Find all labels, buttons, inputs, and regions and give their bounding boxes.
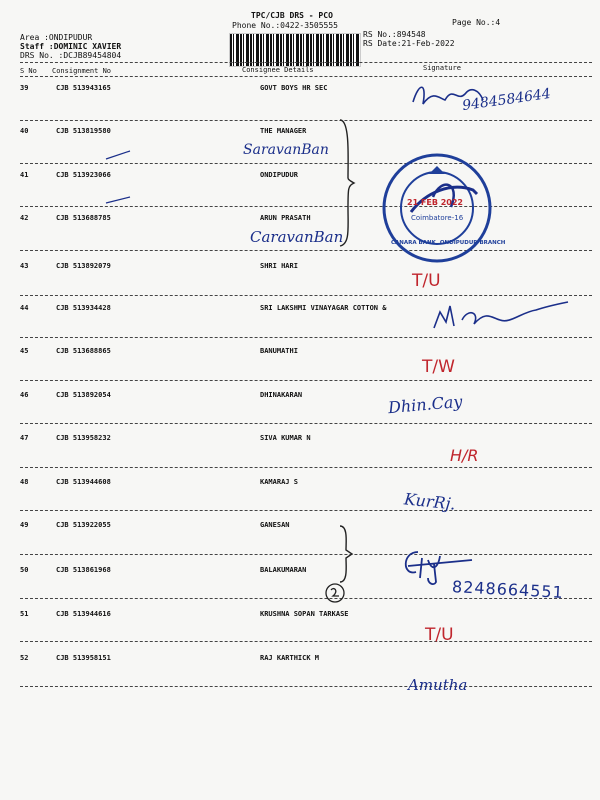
row-consignee: RAJ KARTHICK M (260, 654, 320, 662)
row-consignment-no: CJB 513934428 (56, 304, 111, 312)
row-divider (20, 510, 592, 511)
rs-number: RS No.:894548 (363, 30, 426, 39)
row-sno: 43 (20, 262, 29, 270)
row-consignment-no: CJB 513923066 (56, 171, 111, 179)
row-consignee: SRI LAKSHMI VINAYAGAR COTTON & (260, 304, 387, 312)
row-sno: 42 (20, 214, 29, 222)
area-label: Area :ONDIPUDUR (20, 33, 93, 42)
row-sno: 50 (20, 566, 29, 574)
handwritten-sig-48: KurRj. (403, 489, 457, 514)
pen-mark (104, 146, 134, 165)
handwritten-name-40: SaravanBan (243, 142, 329, 158)
divider (20, 76, 592, 77)
handwritten-tu-43: T/U (412, 271, 441, 291)
row-consignment-no: CJB 513958151 (56, 654, 111, 662)
row-consignee: THE MANAGER (260, 127, 307, 135)
row-consignment-no: CJB 513958232 (56, 434, 111, 442)
row-consignee: BANUMATHI (260, 347, 298, 355)
row-consignee: ARUN PRASATH (260, 214, 311, 222)
row-consignee: DHINAKARAN (260, 391, 303, 399)
col-consignment: Consignment No (52, 67, 112, 75)
row-sno: 48 (20, 478, 29, 486)
row-consignee: SIVA KUMAR N (260, 434, 311, 442)
stamp-city: Coimbatore-16 (411, 214, 464, 222)
document-title: TPC/CJB DRS - PCO (251, 11, 333, 20)
bank-stamp (381, 152, 506, 268)
row-consignee: BALAKUMARAN (260, 566, 307, 574)
row-consignment-no: CJB 513892079 (56, 262, 111, 270)
row-consignment-no: CJB 513688785 (56, 214, 111, 222)
row-sno: 46 (20, 391, 29, 399)
bracket-mark (336, 524, 356, 588)
handwritten-hr-47: H/R (450, 446, 479, 465)
col-signature: Signature (423, 64, 461, 72)
row-consignment-no: CJB 513688865 (56, 347, 111, 355)
row-consignment-no: CJB 513944616 (56, 610, 111, 618)
drs-number: DRS No. :DCJB89454804 (20, 51, 122, 60)
row-sno: 51 (20, 610, 29, 618)
page-number: Page No.:4 (452, 18, 501, 27)
row-consignee: KRUSHNA SOPAN TARKASE (260, 610, 349, 618)
row-sno: 49 (20, 521, 29, 529)
col-sno: S No (20, 67, 37, 75)
row-consignee: KAMARAJ S (260, 478, 298, 486)
row-divider (20, 250, 592, 251)
row-divider (20, 554, 592, 555)
handwritten-phone-50: 8248664551 (451, 577, 565, 602)
handwritten-tw-45: T/W (422, 357, 455, 377)
row-consignee: GOVT BOYS HR SEC (260, 84, 328, 92)
row-divider (20, 467, 592, 468)
row-consignee: ONDIPUDUR (260, 171, 298, 179)
row-consignment-no: CJB 513943165 (56, 84, 111, 92)
row-consignment-no: CJB 513922055 (56, 521, 111, 529)
handwritten-sig-46: Dhin.Cay (387, 391, 464, 418)
staff-label: Staff :DOMINIC XAVIER (20, 42, 122, 51)
stamp-date: 21 FEB 2022 (407, 198, 463, 207)
row-consignment-no: CJB 513819580 (56, 127, 111, 135)
row-divider (20, 641, 592, 642)
row-sno: 47 (20, 434, 29, 442)
row-consignee: SHRI HARI (260, 262, 298, 270)
row-sno: 39 (20, 84, 29, 92)
row-consignment-no: CJB 513944608 (56, 478, 111, 486)
row-sno: 45 (20, 347, 29, 355)
handwritten-sig-52: Amutha (408, 676, 468, 694)
handwritten-phone-39: 9484584644 (461, 85, 552, 115)
circled-mark (324, 582, 346, 608)
row-consignment-no: CJB 513861968 (56, 566, 111, 574)
row-sno: 52 (20, 654, 29, 662)
row-divider (20, 380, 592, 381)
row-sno: 41 (20, 171, 29, 179)
handwritten-name-42: CaravanBan (250, 228, 344, 246)
row-sno: 44 (20, 304, 29, 312)
row-consignee: GANESAN (260, 521, 290, 529)
col-consignee: Consignee Details (242, 66, 314, 74)
row-sno: 40 (20, 127, 29, 135)
signature-44 (426, 290, 576, 339)
handwritten-tu-51: T/U (425, 625, 454, 645)
pen-mark (104, 190, 134, 209)
phone-number: Phone No.:0422-3505555 (232, 21, 338, 30)
divider (20, 62, 592, 63)
row-consignment-no: CJB 513892054 (56, 391, 111, 399)
row-divider (20, 686, 592, 687)
stamp-bank: CANARA BANK, ONDIPUDUR BRANCH (391, 240, 506, 246)
row-divider (20, 423, 592, 424)
rs-date: RS Date:21-Feb-2022 (363, 39, 455, 48)
